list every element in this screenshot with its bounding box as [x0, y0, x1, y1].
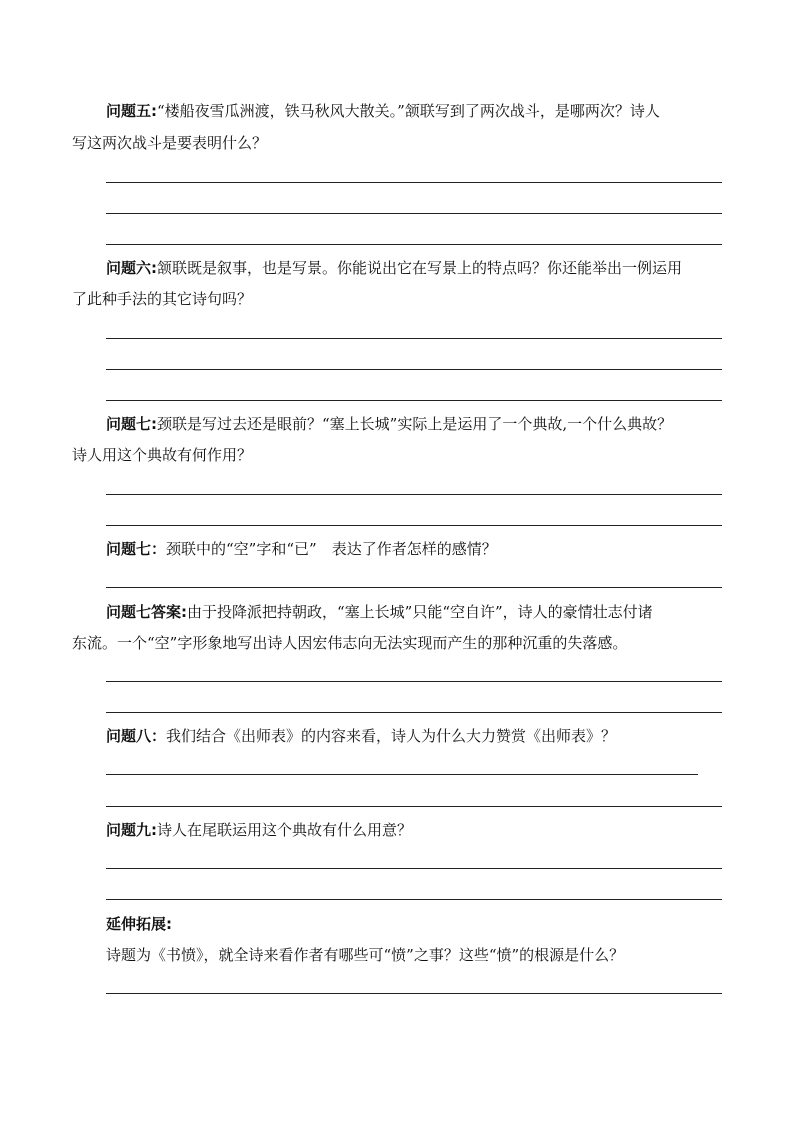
q5-text-1: “楼船夜雪瓜洲渡，铁马秋风大散关。”颔联写到了两次战斗，是哪两次？诗人	[157, 102, 660, 120]
q9-line-1	[106, 820, 412, 840]
q7ans-line-1	[106, 602, 653, 622]
q7ans-text-1: 由于投降派把持朝政，“塞上长城”只能“空自许”，诗人的豪情壮志付诸	[187, 603, 653, 621]
answer-line	[106, 899, 722, 900]
q7a-text-1: 颈联是写过去还是眼前？“塞上长城”实际上是运用了一个典故,一个什么典故？	[157, 415, 673, 433]
answer-line	[106, 774, 698, 775]
q7ans-label: 问题七答案:	[106, 603, 187, 621]
q7b-line-1	[106, 539, 497, 559]
q5-line-1	[106, 101, 660, 121]
q7a-line-1	[106, 414, 672, 434]
q7b-label: 问题七：	[106, 540, 167, 558]
q8-label: 问题八：	[106, 727, 167, 745]
q8-line-1	[106, 726, 616, 746]
q9-text-1: 诗人在尾联运用这个典故有什么用意？	[157, 821, 413, 839]
answer-line	[106, 868, 722, 869]
extension-heading: 延伸拓展:	[106, 915, 172, 933]
extension-text-1: 诗题为《书愤》，就全诗来看作者有哪些可“愤”之事？这些“愤”的根源是什么？	[106, 946, 625, 964]
q7ans-text-2: 东流。一个“空”字形象地写出诗人因宏伟志向无法实现而产生的那种沉重的失落感。	[72, 634, 628, 652]
q5-label: 问题五:	[106, 102, 157, 120]
answer-line	[106, 338, 722, 339]
q7a-label: 问题七:	[106, 415, 157, 433]
answer-line	[106, 681, 722, 682]
answer-line	[106, 587, 722, 588]
answer-line	[106, 993, 722, 994]
answer-line	[106, 369, 722, 370]
answer-line	[106, 806, 722, 807]
q7a-text-2: 诗人用这个典故有何作用？	[72, 446, 253, 464]
answer-line	[106, 182, 722, 183]
q6-line-1	[106, 258, 682, 278]
q6-text-2: 了此种手法的其它诗句吗？	[72, 290, 253, 308]
answer-line	[106, 494, 722, 495]
answer-line	[106, 213, 722, 214]
q5-text-2: 写这两次战斗是要表明什么？	[72, 134, 268, 152]
answer-line	[106, 525, 722, 526]
q6-text-1: 颔联既是叙事，也是写景。你能说出它在写景上的特点吗？你还能举出一例运用	[157, 259, 683, 277]
q6-label: 问题六:	[106, 259, 157, 277]
answer-line	[106, 400, 722, 401]
answer-line	[106, 712, 722, 713]
q8-text-1: 我们结合《出师表》的内容来看，诗人为什么大力赞赏《出师表》？	[166, 727, 617, 745]
q9-label: 问题九:	[106, 821, 157, 839]
answer-line	[106, 244, 722, 245]
q7b-text-1: 颈联中的“空”字和“已” 表达了作者怎样的感情？	[166, 540, 497, 558]
